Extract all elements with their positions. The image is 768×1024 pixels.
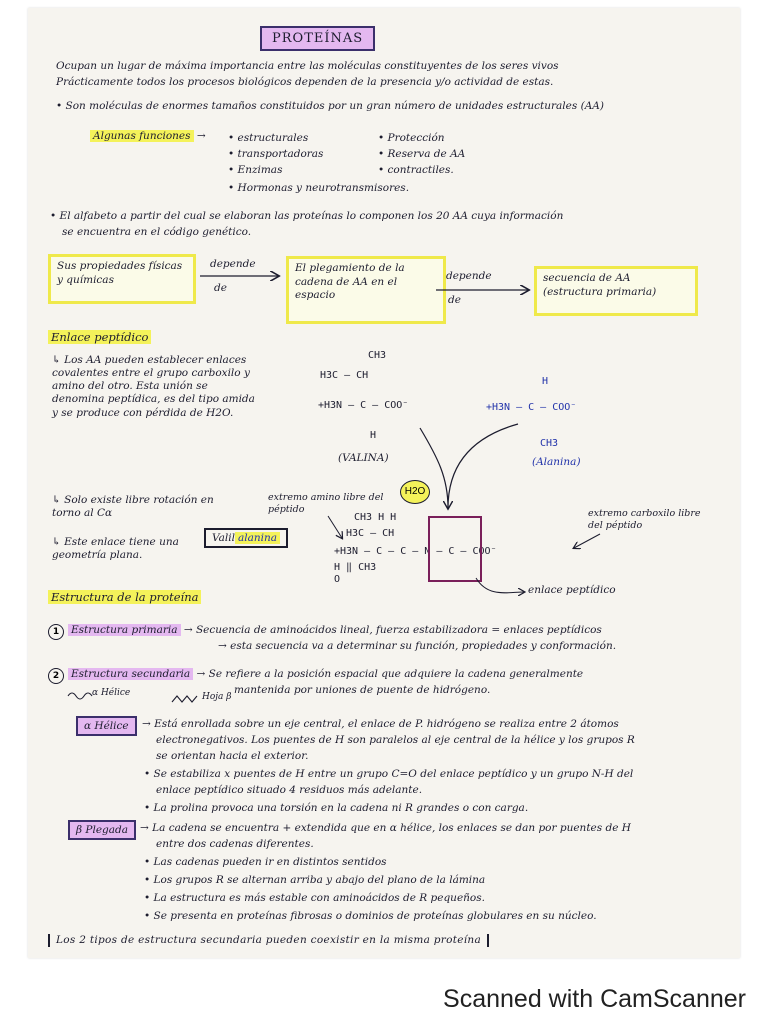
- number-2-marker: 2: [48, 668, 64, 684]
- flow-arrow-1-top: depende: [210, 258, 256, 270]
- peptide-bond-arrow: [476, 578, 524, 593]
- extremo-carboxilo-label: extremo carboxilo libre del péptido: [588, 508, 701, 531]
- helice-line: • Se estabiliza x puentes de H entre un grupo C=O del enlace peptídico y un grupo N-H del: [144, 768, 634, 780]
- dipeptide-line-1: CH3 H H: [354, 512, 397, 523]
- helice-line: enlace peptídico situado 4 residuos más adelante.: [156, 784, 423, 796]
- funciones-col2-item: • contractiles.: [378, 164, 454, 176]
- primaria-text-2: → esta secuencia va a determinar su función, propiedades y conformación.: [218, 640, 617, 652]
- alanina-h: H: [542, 376, 549, 387]
- dipeptide-line-5: O: [334, 574, 341, 585]
- funciones-label: Algunas funciones: [90, 130, 194, 142]
- enlace-paragraph-2: ↳ Solo existe libre rotación en torno al Cα: [52, 494, 214, 520]
- valina-ch3: CH3: [368, 350, 387, 361]
- dipeptide-line-3: +H3N — C — C — N — C — COO⁻: [334, 546, 497, 557]
- plegada-line: → La cadena se encuentra + extendida que en α hélice, los enlaces se dan por puentes de H: [140, 822, 631, 834]
- primaria-text: → Secuencia de aminoácidos lineal, fuerza estabilizadora = enlaces peptídicos: [183, 624, 602, 636]
- alfabeto-line-2: se encuentra en el código genético.: [62, 226, 252, 238]
- dipeptide-line-4: H ‖ CH3: [334, 562, 377, 573]
- estructura-heading-text: Estructura de la proteína: [48, 590, 201, 604]
- enlace-heading-text: Enlace peptídico: [48, 330, 151, 344]
- plegada-line: • La estructura es más estable con aminoácidos de R pequeños.: [144, 892, 485, 904]
- flow-box-plegamiento: El plegamiento de la cadena de AA en el espacio: [286, 256, 446, 324]
- flow-arrow-1-bottom: de: [214, 282, 227, 294]
- plegada-line: • Se presenta en proteínas fibrosas o dominios de proteínas globulares en su núcleo.: [144, 910, 597, 922]
- flow-arrow-2-top: depende: [446, 270, 492, 282]
- enlace-peptidico-label: enlace peptídico: [528, 584, 616, 596]
- plegada-label-box: β Plegada: [68, 820, 136, 840]
- alanina-name: (Alanina): [532, 456, 581, 468]
- valina-to-dipeptide-arrow: [420, 428, 448, 508]
- flow-arrow-2-bottom: de: [448, 294, 461, 306]
- plegada-line: • Las cadenas pueden ir en distintos sentidos: [144, 856, 387, 868]
- page-title: PROTEÍNAS: [260, 26, 375, 51]
- helix-sketch-icon: [68, 693, 92, 699]
- number-1-marker: 1: [48, 624, 64, 640]
- camscanner-footer: Scanned with CamScanner: [443, 985, 746, 1013]
- alfabeto-line-1: • El alfabeto a partir del cual se elaboran las proteínas lo componen los 20 AA cuya información: [50, 210, 564, 222]
- funciones-col1-item: • estructurales: [228, 132, 309, 144]
- secundaria-text: → Se refiere a la posición espacial que adquiere la cadena generalmente: [196, 668, 584, 680]
- intro-line-2: Prácticamente todos los procesos biológicos dependen de la presencia y/o actividad de estas.: [56, 76, 554, 88]
- enlace-paragraph-3: ↳ Este enlace tiene una geometría plana.: [52, 536, 179, 562]
- helice-line: → Está enrollada sobre un eje central, el enlace de P. hidrógeno se realiza entre 2 átomos: [142, 718, 619, 730]
- alanina-ch3: CH3: [540, 438, 559, 449]
- dipeptide-name-valil: Valil: [212, 532, 235, 544]
- valina-name: (VALINA): [338, 452, 389, 464]
- dipeptide-name-alanina: alanina: [235, 532, 280, 544]
- helice-label-box: α Hélice: [76, 716, 137, 736]
- secundaria-text-2: mantenida por uniones de puente de hidrógeno.: [234, 684, 491, 696]
- helice-line: • La prolina provoca una torsión en la cadena ni R grandes o con carga.: [144, 802, 529, 814]
- funciones-col2-item: • Protección: [378, 132, 445, 144]
- carboxyl-end-arrow: [574, 534, 600, 548]
- funciones-col1-item: • Hormonas y neurotransmisores.: [228, 182, 410, 194]
- funciones-col1-item: • transportadoras: [228, 148, 324, 160]
- dipeptide-line-2: H3C — CH: [346, 528, 395, 539]
- sheet-sketch-icon: [172, 696, 197, 702]
- helice-line: se orientan hacia el exterior.: [156, 750, 309, 762]
- funciones-col1-item: • Enzimas: [228, 164, 283, 176]
- helice-line: electronegativos. Los puentes de H son paralelos al eje central de la hélice y los grupos R: [156, 734, 635, 746]
- closing-statement: Los 2 tipos de estructura secundaria pueden coexistir en la misma proteína: [48, 934, 489, 947]
- flow-box-propiedades: Sus propiedades físicas y químicas: [48, 254, 196, 304]
- notebook-page: [28, 8, 740, 958]
- secundaria-label: Estructura secundaria: [68, 668, 193, 680]
- water-molecule: H2O: [400, 480, 430, 504]
- plegada-line: • Los grupos R se alternan arriba y abajo del plano de la lámina: [144, 874, 486, 886]
- enlace-paragraph-1: ↳ Los AA pueden establecer enlaces covalentes entre el grupo carboxilo y amino del otro. Esta unión se denomina peptídica, es del tipo amida y se produce con pérdida de H2O.: [52, 354, 255, 419]
- diagram-arrows: [28, 8, 740, 958]
- plegada-line: entre dos cadenas diferentes.: [156, 838, 314, 850]
- funciones-arrow: →: [196, 130, 206, 142]
- funciones-col2-item: • Reserva de AA: [378, 148, 466, 160]
- primaria-label: Estructura primaria: [68, 624, 181, 636]
- amino-end-arrow: [328, 516, 342, 538]
- alfa-helice-small: α Hélice: [92, 688, 131, 698]
- hoja-beta-small: Hoja β: [202, 692, 232, 702]
- intro-line-1: Ocupan un lugar de máxima importancia entre las moléculas constituyentes de los seres vivos: [56, 60, 559, 72]
- alanina-core: +H3N — C — COO⁻: [486, 402, 577, 413]
- valina-side-chain: H3C — CH: [320, 370, 369, 381]
- intro-bullet-1: • Son moléculas de enormes tamaños constituidos por un gran número de unidades estructurales (AA): [56, 100, 604, 112]
- alanina-to-dipeptide-arrow: [448, 424, 518, 508]
- flow-box-secuencia: secuencia de AA (estructura primaria): [534, 266, 698, 316]
- valina-h: H: [370, 430, 377, 441]
- valina-core: +H3N — C — COO⁻: [318, 400, 409, 411]
- extremo-amino-label: extremo amino libre del péptido: [268, 492, 384, 515]
